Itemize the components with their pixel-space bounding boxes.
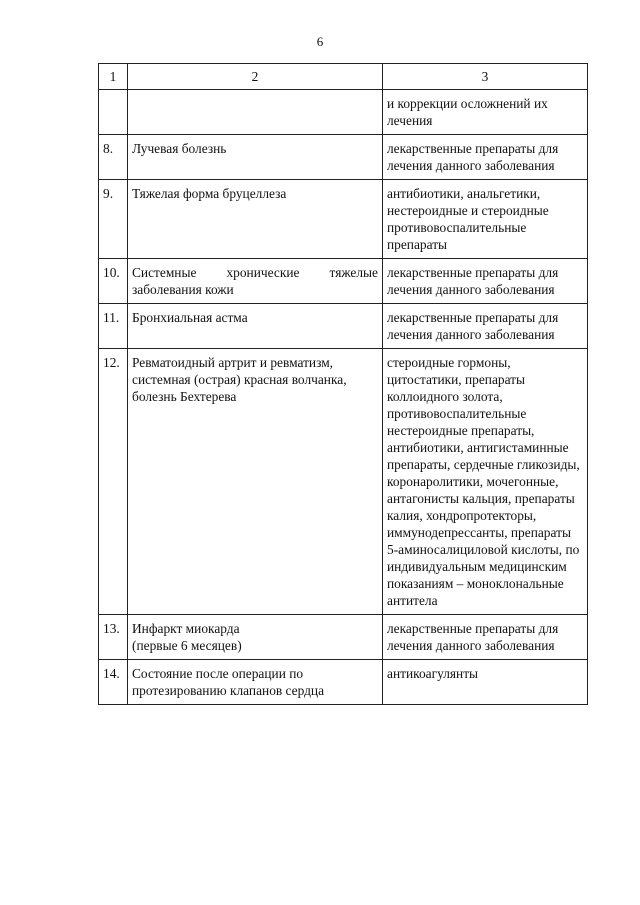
row-disease: Тяжелая форма бруцеллеза bbox=[128, 180, 383, 259]
table-row bbox=[99, 180, 588, 259]
row-disease bbox=[128, 90, 383, 135]
medication-table bbox=[98, 63, 588, 705]
row-number: 9. bbox=[99, 180, 128, 259]
table-row bbox=[99, 660, 588, 705]
row-number: 12. bbox=[99, 349, 128, 615]
row-number: 13. bbox=[99, 615, 128, 660]
row-number bbox=[99, 90, 128, 135]
row-disease-line-2: заболевания кожи bbox=[132, 282, 234, 297]
row-treatment: лекарственные препараты для лечения данного заболевания bbox=[383, 135, 588, 180]
row-disease-line-1: Инфаркт миокарда bbox=[132, 621, 240, 636]
row-disease-line-1: Системные хронические тяжелые bbox=[132, 265, 378, 280]
table-row-continuation bbox=[99, 90, 588, 135]
header-col-2: 2 bbox=[128, 64, 383, 90]
table-row bbox=[99, 135, 588, 180]
row-disease-line-2: (первые 6 месяцев) bbox=[132, 638, 242, 653]
table-header-row bbox=[99, 64, 588, 90]
row-treatment: антикоагулянты bbox=[383, 660, 588, 705]
row-number: 8. bbox=[99, 135, 128, 180]
row-treatment: лекарственные препараты для лечения данного заболевания bbox=[383, 615, 588, 660]
row-number: 11. bbox=[99, 304, 128, 349]
row-treatment: лекарственные препараты для лечения данного заболевания bbox=[383, 304, 588, 349]
page-number: 6 bbox=[316, 34, 324, 49]
row-disease: Лучевая болезнь bbox=[128, 135, 383, 180]
row-treatment: антибиотики, анальгетики, нестероидные и стероидные противовоспалительные препараты bbox=[383, 180, 588, 259]
row-number: 10. bbox=[99, 259, 128, 304]
row-treatment: стероидные гормоны, цитостатики, препараты коллоидного золота, противовоспалительные нестероидные препараты, антибиотики, антигистаминные препараты, сердечные гликозиды, коронаролитики, мочегонные, антагонисты кальция, препараты калия, хондропротекторы, иммунодепрессанты, препараты 5-аминосалициловой кислоты, по индивидуальным медицинским показаниям – моноклональные антитела bbox=[383, 349, 588, 615]
header-col-3: 3 bbox=[383, 64, 588, 90]
row-disease: Состояние после операции по протезированию клапанов сердца bbox=[128, 660, 383, 705]
table-row bbox=[99, 259, 588, 304]
table-row bbox=[99, 304, 588, 349]
row-disease bbox=[128, 615, 383, 660]
row-disease bbox=[128, 259, 383, 304]
row-treatment: лекарственные препараты для лечения данного заболевания bbox=[383, 259, 588, 304]
row-disease: Ревматоидный артрит и ревматизм, системная (острая) красная волчанка, болезнь Бехтерева bbox=[128, 349, 383, 615]
row-disease: Бронхиальная астма bbox=[128, 304, 383, 349]
table-row bbox=[99, 349, 588, 615]
table-row bbox=[99, 615, 588, 660]
row-number: 14. bbox=[99, 660, 128, 705]
row-treatment: и коррекции осложнений их лечения bbox=[383, 90, 588, 135]
header-col-1: 1 bbox=[99, 64, 128, 90]
